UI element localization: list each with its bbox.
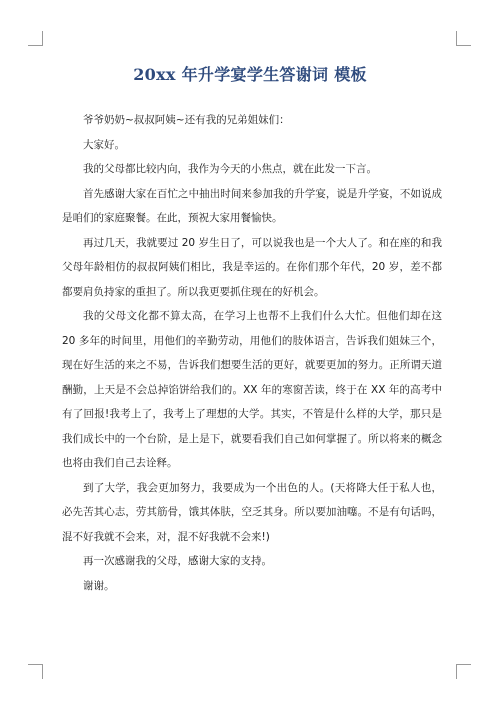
corner-mark-bottom-left <box>28 664 43 679</box>
salutation: 爷爷奶奶~叔叔阿姨~还有我的兄弟姐妹们： <box>83 114 290 126</box>
corner-mark-top-right <box>456 31 471 46</box>
paragraph-university: 到了大学，我会更加努力，我要成为一个出色的人。(天将降大任于私人也，必先苦其心志，劳其筋骨，饿其体肤，空乏其身。所以要加油噻。不是有句话吗，混不好我就不会来，对，混不好我就不会来!) <box>62 481 442 543</box>
closing: 谢谢。 <box>83 579 115 592</box>
document-title: 20xx 年升学宴学生答谢词 模板 <box>133 65 367 84</box>
paragraph-birthday: 再过几天，我就要过 20 岁生日了，可以说我也是一个大人了。和在座的和我父母年龄相仿的叔叔阿姨们相比，我是幸运的。在你们那个年代，20 岁，差不都都要肩负持家的重担了。所以我更要抓住现在的好机会。 <box>62 236 442 298</box>
paragraph-final-thanks: 再一次感谢我的父母，感谢大家的支持。 <box>83 555 272 567</box>
document-body <box>62 108 442 598</box>
paragraph-intro: 我的父母都比较内向，我作为今天的小焦点，就在此发一下言。 <box>83 163 377 175</box>
corner-mark-top-left <box>28 31 43 46</box>
corner-mark-bottom-right <box>456 664 471 679</box>
paragraph-thanks: 首先感谢大家在百忙之中抽出时间来参加我的升学宴，说是升学宴，不如说成是咱们的家庭聚餐。在此，预祝大家用餐愉快。 <box>62 187 442 224</box>
paragraph-parents: 我的父母文化都不算太高，在学习上也帮不上我们什么大忙。但他们却在这 20 多年的时间里，用他们的辛勤劳动，用他们的肢体语言，告诉我们姐妹三个，现在好生活的来之不易，告诉我们想要生活的更好，就要更加的努力。正所谓天道酬勤，上天是不会总掉馅饼给我们的。XX 年的寒窗苦读，终于在 XX 年的高考中有了回报!我考上了，我考上了理想的大学。其实，不管是什么样的大学，那只是我们成长中的一个台阶，是上是下，就要看我们自己如何掌握了。所以将来的概念也将由我们自己去诠释。 <box>62 310 442 469</box>
greeting: 大家好。 <box>83 138 125 151</box>
